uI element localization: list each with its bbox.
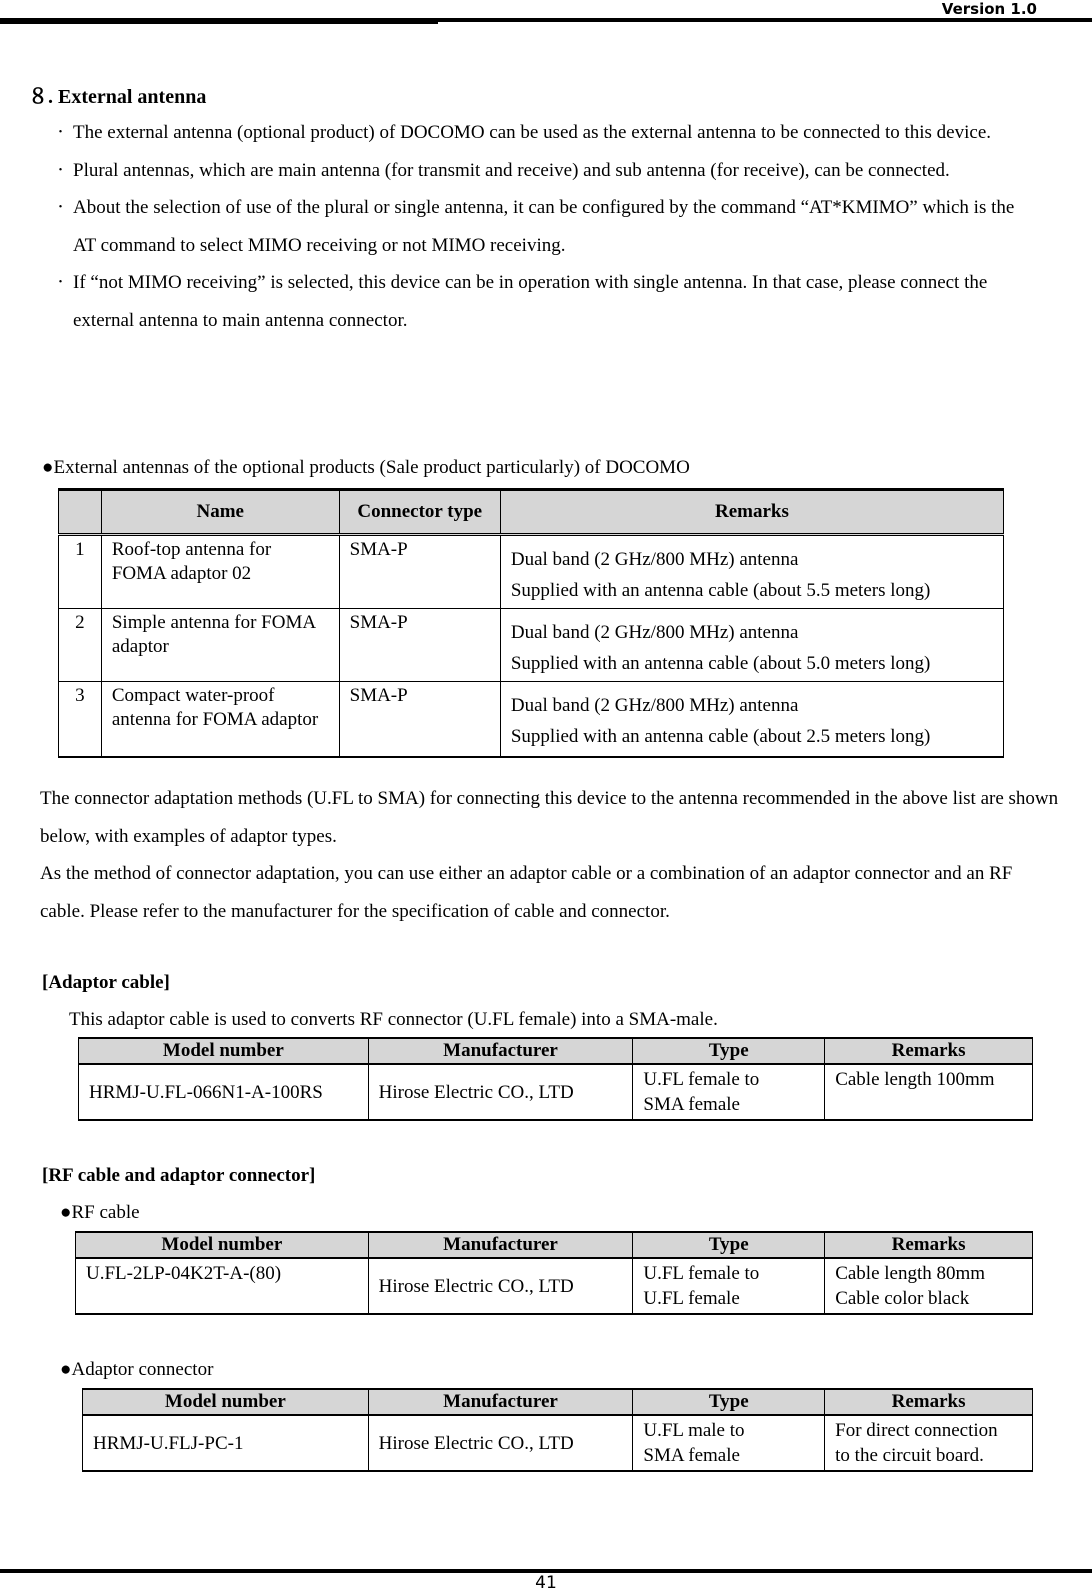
row-number: 3 (59, 682, 102, 757)
remarks-line: Supplied with an antenna cable (about 2.5 meters long) (510, 726, 931, 747)
column-header: Manufacturer (368, 1232, 633, 1258)
table-header-row (79, 1038, 1033, 1064)
section-title (28, 80, 206, 109)
table-header-row (76, 1232, 1033, 1258)
column-header: Remarks (500, 490, 1003, 535)
column-header: Model number (76, 1232, 369, 1258)
row-number: 1 (59, 535, 102, 609)
remarks-line: Supplied with an antenna cable (about 5.0 meters long) (510, 653, 931, 674)
model-number: HRMJ-U.FLJ-PC-1 (83, 1415, 369, 1471)
header-rule-thick (0, 18, 438, 24)
column-header: Type (633, 1232, 825, 1258)
type-line: U.FL female to (643, 1263, 760, 1284)
row-number: 2 (59, 609, 102, 682)
docomo-antenna-table (58, 488, 1004, 758)
bullet-item: ・ If “not MIMO receiving” is selected, this device can be in operation with single antenna. In that case, please connect the external antenna to main antenna connector. (60, 264, 1040, 339)
table-row (59, 609, 1004, 682)
section-title-text: External antenna (58, 86, 207, 108)
manufacturer: Hirose Electric CO., LTD (368, 1064, 633, 1120)
column-header: Name (101, 490, 339, 535)
adaptor-connector-table (82, 1388, 1033, 1472)
type-line: U.FL female to (643, 1069, 760, 1090)
page-number: 41 (535, 1573, 557, 1593)
intro-paragraph: The connector adaptation methods (U.FL to SMA) for connecting this device to the antenna recommended in the above list are shown below, with examples of adaptor types. (40, 788, 1059, 847)
type-line: U.FL male to (643, 1420, 745, 1441)
table-row (79, 1064, 1033, 1120)
column-header (59, 490, 102, 535)
model-number: HRMJ-U.FL-066N1-A-100RS (79, 1064, 369, 1120)
docomo-heading: ●External antennas of the optional products (Sale product particularly) of DOCOMO (42, 457, 690, 478)
column-header: Model number (79, 1038, 369, 1064)
model-number: U.FL-2LP-04K2T-A-(80) (76, 1258, 369, 1314)
antenna-name: Roof-top antenna for FOMA adaptor 02 (101, 535, 339, 609)
bullet-item: ・ About the selection of use of the plural or single antenna, it can be configured by the command “AT*KMIMO” which is the AT command to select MIMO receiving or not MIMO receiving. (60, 189, 1040, 264)
column-header: Connector type (339, 490, 500, 535)
remarks-line: Cable length 100mm (835, 1069, 995, 1090)
remarks-cell (500, 535, 1003, 609)
version-label: Version 1.0 (941, 0, 1037, 18)
intro-text (40, 780, 1060, 930)
section-separator: . (48, 86, 58, 108)
adaptor-cable-heading: [Adaptor cable] (42, 972, 170, 993)
connector-type: SMA-P (339, 682, 500, 757)
adaptor-cable-table (78, 1037, 1033, 1121)
remarks-cell (500, 682, 1003, 757)
column-header: Type (633, 1038, 825, 1064)
column-header: Model number (83, 1389, 369, 1415)
remarks-line: For direct connection (835, 1420, 998, 1441)
remarks-line: Cable length 80mm (835, 1263, 986, 1284)
connector-type: SMA-P (339, 535, 500, 609)
rf-cable-table (75, 1231, 1033, 1315)
table-header-row (59, 490, 1004, 535)
bullet-item: ・ Plural antennas, which are main antenna (for transmit and receive) and sub antenna (for receive), can be connected. (60, 152, 1040, 190)
rf-cable-heading: ●RF cable (60, 1202, 140, 1223)
section-number: ８ (28, 84, 48, 108)
remarks-line: to the circuit board. (835, 1445, 984, 1466)
remarks-line: Supplied with an antenna cable (about 5.5 meters long) (510, 580, 931, 601)
column-header: Remarks (825, 1232, 1033, 1258)
type-cell (633, 1064, 825, 1120)
remarks-cell (825, 1415, 1033, 1471)
remarks-line: Dual band (2 GHz/800 MHz) antenna (510, 549, 799, 570)
table-row (59, 535, 1004, 609)
antenna-name: Simple antenna for FOMA adaptor (101, 609, 339, 682)
table-header-row (83, 1389, 1033, 1415)
remarks-cell (825, 1258, 1033, 1314)
column-header: Manufacturer (368, 1389, 633, 1415)
remarks-cell (500, 609, 1003, 682)
table-row (59, 682, 1004, 757)
type-cell (633, 1415, 825, 1471)
intro-paragraph: As the method of connector adaptation, you can use either an adaptor cable or a combination of an adaptor connector and an RF cable. Please refer to the manufacturer for the specification of cable and connector. (40, 863, 1013, 922)
column-header: Remarks (825, 1389, 1033, 1415)
manufacturer: Hirose Electric CO., LTD (368, 1415, 633, 1471)
table-row (76, 1258, 1033, 1314)
bullet-list (60, 114, 1040, 339)
type-cell (633, 1258, 825, 1314)
rf-section-heading: [RF cable and adaptor connector] (42, 1165, 316, 1186)
remarks-cell (825, 1064, 1033, 1120)
bullet-item: ・ The external antenna (optional product) of DOCOMO can be used as the external antenna to be connected to this device. (60, 114, 1040, 152)
column-header: Type (633, 1389, 825, 1415)
adaptor-connector-heading: ●Adaptor connector (60, 1359, 214, 1380)
connector-type: SMA-P (339, 609, 500, 682)
remarks-line: Dual band (2 GHz/800 MHz) antenna (510, 695, 799, 716)
type-line: SMA female (643, 1445, 740, 1466)
remarks-line: Dual band (2 GHz/800 MHz) antenna (510, 622, 799, 643)
table-row (83, 1415, 1033, 1471)
column-header: Remarks (825, 1038, 1033, 1064)
column-header: Manufacturer (368, 1038, 633, 1064)
type-line: SMA female (643, 1094, 740, 1115)
adaptor-cable-desc: This adaptor cable is used to converts RF connector (U.FL female) into a SMA-male. (69, 1009, 718, 1030)
type-line: U.FL female (643, 1288, 740, 1309)
remarks-line: Cable color black (835, 1288, 970, 1309)
antenna-name: Compact water-proof antenna for FOMA adaptor (101, 682, 339, 757)
manufacturer: Hirose Electric CO., LTD (368, 1258, 633, 1314)
